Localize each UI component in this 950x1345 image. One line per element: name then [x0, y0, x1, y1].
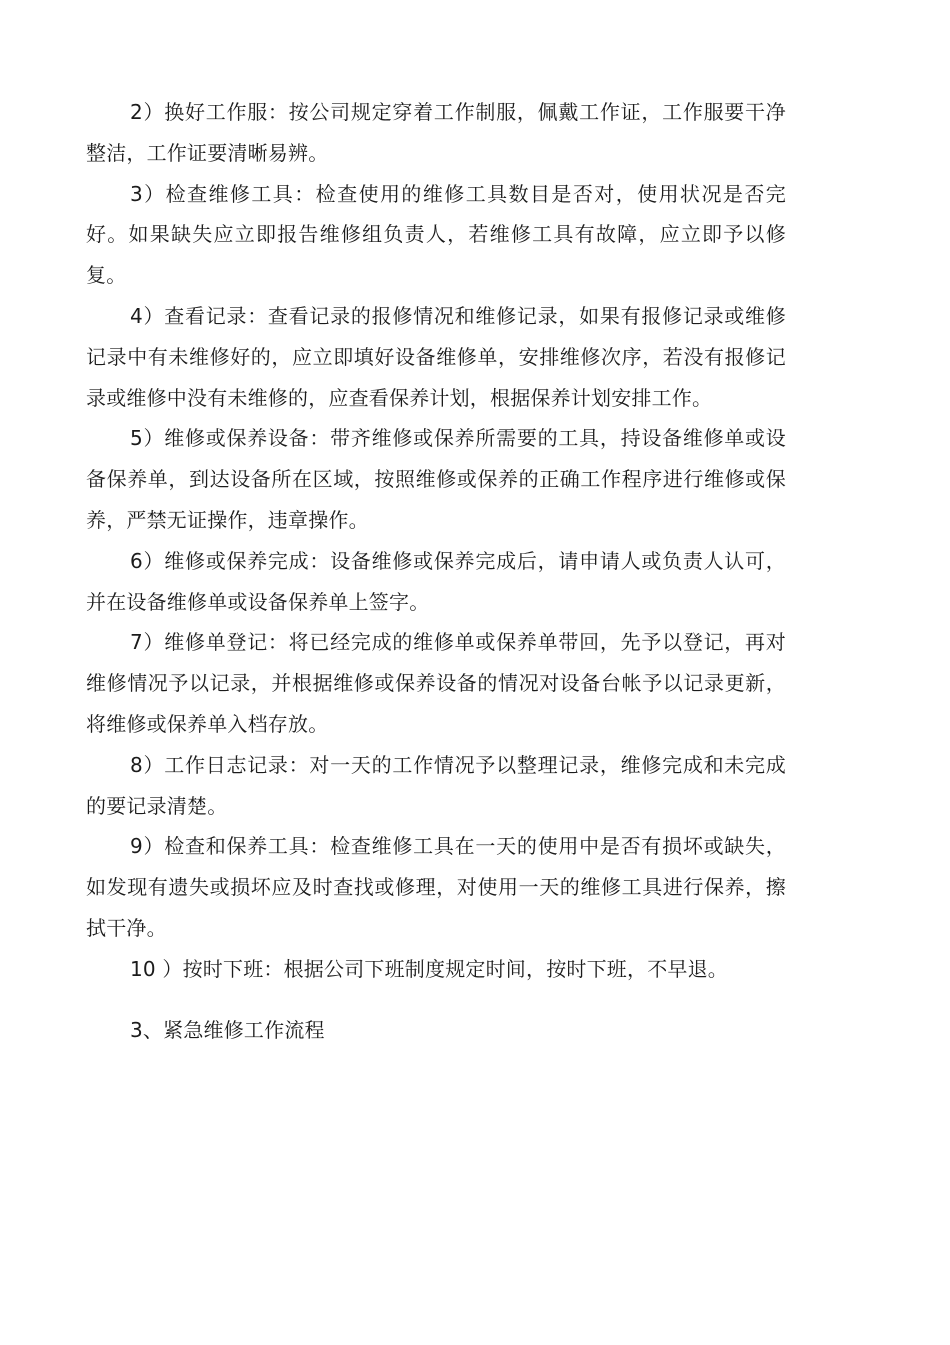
paragraph-item-3: 3）检查维修工具：检查使用的维修工具数目是否对，使用状况是否完好。如果缺失应立即报告维修组负责人，若维修工具有故障，应立即予以修复。: [86, 181, 786, 288]
paragraph-item-9: 9）检查和保养工具：检查维修工具在一天的使用中是否有损坏或缺失，如发现有遗失或损坏应及时查找或修理，对使用一天的维修工具进行保养，擦拭干净。: [86, 834, 786, 940]
paragraph-item-8: 8）工作日志记录：对一天的工作情况予以整理记录，维修完成和未完成的要记录清楚。: [86, 752, 786, 818]
paragraph-item-7: 7）维修单登记：将已经完成的维修单或保养单带回，先予以登记，再对维修情况予以记录，并根据维修或保养设备的情况对设备台帐予以记录更新，将维修或保养单入档存放。: [86, 630, 786, 736]
section-heading: 3、紧急维修工作流程: [130, 1017, 325, 1042]
paragraph-item-5: 5）维修或保养设备：带齐维修或保养所需要的工具，持设备维修单或设备保养单，到达设备所在区域，按照维修或保养的正确工作程序进行维修或保养，严禁无证操作，违章操作。: [86, 426, 786, 532]
paragraph-item-4: 4）查看记录：查看记录的报修情况和维修记录，如果有报修记录或维修记录中有未维修好的，应立即填好设备维修单，安排维修次序，若没有报修记录或维修中没有未维修的，应查看保养计划，根据保养计划安排工作。: [86, 303, 786, 410]
document-body: [86, 92, 786, 1050]
paragraph-item-10: 10 ）按时下班：根据公司下班制度规定时间，按时下班，不早退。: [130, 956, 729, 981]
paragraph-item-6: 6）维修或保养完成：设备维修或保养完成后，请申请人或负责人认可，并在设备维修单或设备保养单上签字。: [86, 548, 786, 614]
paragraph-item-2: 2）换好工作服：按公司规定穿着工作制服，佩戴工作证，工作服要干净整洁，工作证要清晰易辨。: [86, 100, 786, 165]
